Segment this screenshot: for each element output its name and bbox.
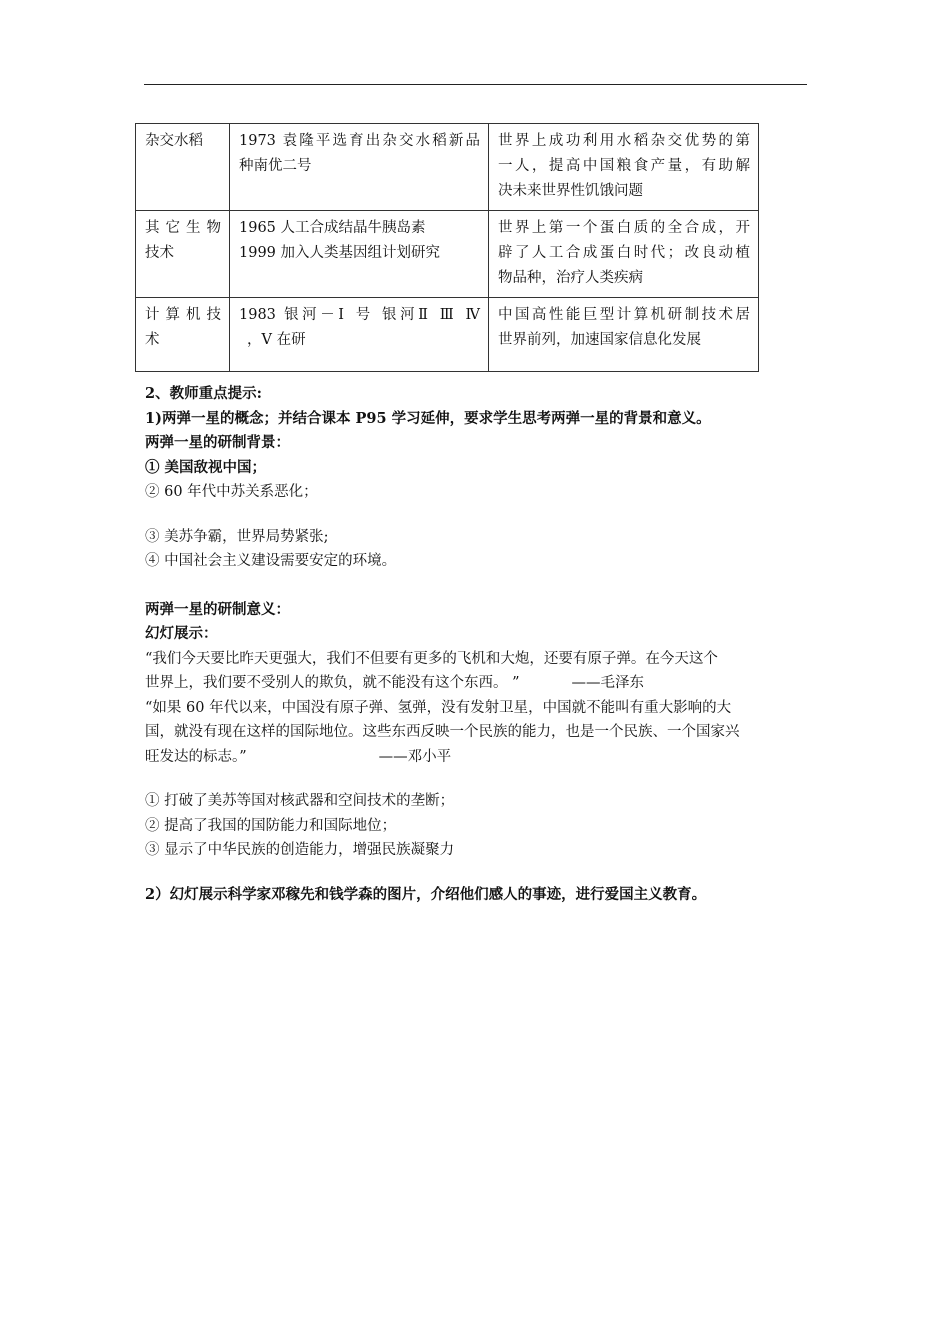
significance-item: ③ 显示了中华民族的创造能力，增强民族凝聚力 — [145, 842, 455, 858]
teacher-notes — [145, 382, 809, 907]
spacer — [145, 769, 809, 789]
slide-label: 幻灯展示： — [145, 625, 218, 642]
field-cell: 杂交水稻 — [136, 124, 230, 211]
table-row — [136, 298, 759, 372]
achievement-cell: 1973 袁隆平选育出杂交水稻新品 种南优二号 — [230, 124, 489, 211]
point-2: 2）幻灯展示科学家邓稼先和钱学森的图片，介绍他们感人的事迹，进行爱国主义教育。 — [145, 885, 707, 903]
table-row — [136, 124, 759, 211]
point-1: 1)两弹一星的概念；并结合课本 P95 学习延伸，要求学生思考两弹一星的背景和意义。 — [145, 409, 711, 427]
spacer — [145, 574, 809, 598]
spacer — [145, 505, 809, 525]
field-cell: 其 它 生 物 技术 — [136, 211, 230, 298]
background-item: ③ 美苏争霸，世界局势紧张; — [145, 528, 329, 545]
header-rule — [144, 84, 807, 85]
background-item: ② 60 年代中苏关系恶化； — [145, 484, 318, 500]
technology-table — [135, 123, 759, 372]
quote-author: ——毛泽东 — [571, 675, 645, 691]
significance-item: ② 提高了我国的国防能力和国际地位； — [145, 817, 397, 834]
table-row — [136, 211, 759, 298]
quote-author: ——邓小平 — [378, 748, 452, 765]
background-item: ① 美国敌视中国； — [145, 458, 267, 476]
background-item: ④ 中国社会主义建设需要安定的环境。 — [145, 553, 397, 569]
quote-deng: “如果 60 年代以来，中国没有原子弹、氢弹，没有发射卫星，中国就不能叫有重大影响的大 国，就没有现在这样的国际地位。这些东西反映一个民族的能力，也是一个民族、一个国家兴 旺发达的标志。” ——邓小平 — [145, 699, 740, 765]
section-heading: 2、教师重点提示: — [145, 385, 262, 402]
significance-item: ① 打破了美苏等国对核武器和空间技术的垄断； — [145, 793, 455, 809]
achievement-cell: 1983 银河－Ⅰ 号 银河Ⅱ Ⅲ Ⅳ ，Ⅴ 在研 — [230, 298, 489, 372]
quote-mao: “我们今天要比昨天更强大，我们不但要有更多的飞机和大炮，还要有原子弹。在今天这个 世界上，我们要不受别人的欺负，就不能没有这个东西。 ” ——毛泽东 — [145, 650, 718, 691]
achievement-cell: 1965 人工合成结晶牛胰岛素 1999 加入人类基因组计划研究 — [230, 211, 489, 298]
spacer — [145, 863, 809, 883]
significance-cell: 世界上成功利用水稻杂交优势的第 一人，提高中国粮食产量，有助解 决未来世界性饥饿问题 — [489, 124, 759, 211]
significance-title: 两弹一星的研制意义： — [145, 600, 290, 618]
field-cell: 计 算 机 技 术 — [136, 298, 230, 372]
significance-cell: 世界上第一个蛋白质的全合成，开 辟了人工合成蛋白时代；改良动植 物品种，治疗人类疾病 — [489, 211, 759, 298]
background-title: 两弹一星的研制背景： — [145, 434, 290, 451]
significance-cell: 中国高性能巨型计算机研制技术居 世界前列，加速国家信息化发展 — [489, 298, 759, 372]
